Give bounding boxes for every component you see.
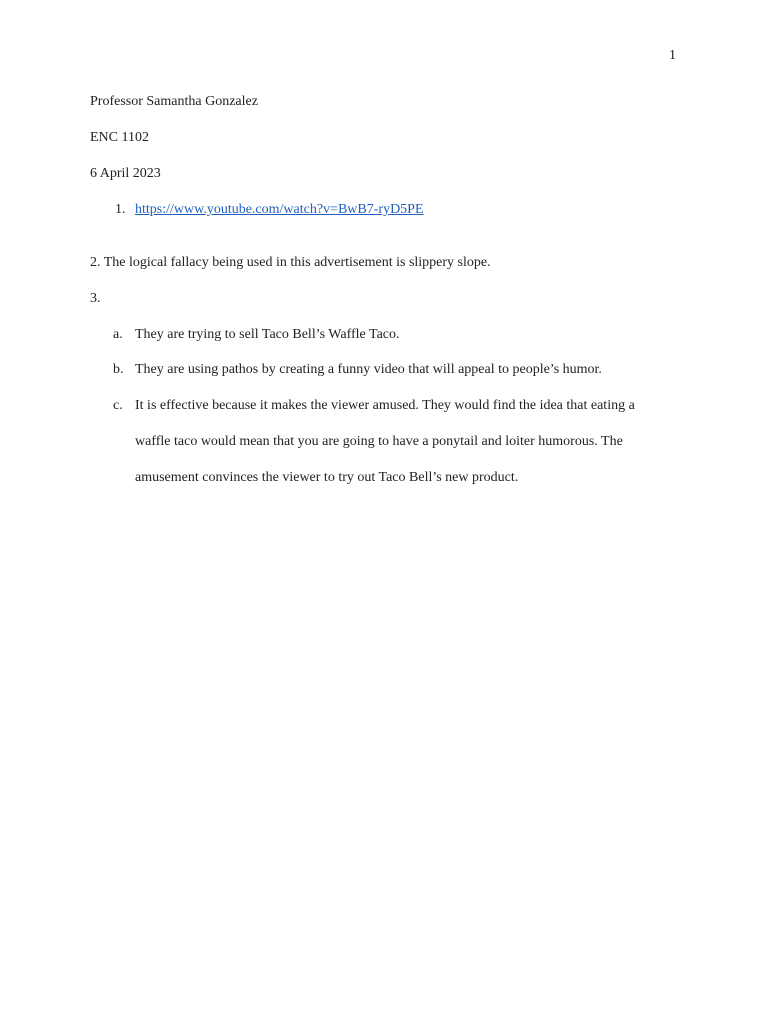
sub-item-c-marker: c. bbox=[113, 398, 123, 413]
list-marker-1: 1. bbox=[115, 202, 126, 217]
page-number: 1 bbox=[669, 48, 676, 63]
answer-3-label: 3. bbox=[90, 291, 101, 306]
youtube-link[interactable]: https://www.youtube.com/watch?v=BwB7-ryD5PE bbox=[135, 202, 424, 217]
professor-name: Professor Samantha Gonzalez bbox=[90, 94, 258, 109]
sub-item-c-line-1: It is effective because it makes the viewer amused. They would find the idea that eating a bbox=[135, 398, 635, 413]
document-date: 6 April 2023 bbox=[90, 166, 161, 181]
course-code: ENC 1102 bbox=[90, 130, 149, 145]
sub-item-c-line-3: amusement convinces the viewer to try out Taco Bell’s new product. bbox=[135, 470, 519, 485]
sub-item-a-marker: a. bbox=[113, 327, 123, 342]
answer-2-text: 2. The logical fallacy being used in this advertisement is slippery slope. bbox=[90, 255, 491, 270]
sub-item-c-line-2: waffle taco would mean that you are going to have a ponytail and loiter humorous. The bbox=[135, 434, 623, 449]
sub-item-a-text: They are trying to sell Taco Bell’s Waffle Taco. bbox=[135, 327, 400, 342]
sub-item-b-text: They are using pathos by creating a funny video that will appeal to people’s humor. bbox=[135, 362, 602, 377]
sub-item-b-marker: b. bbox=[113, 362, 124, 377]
